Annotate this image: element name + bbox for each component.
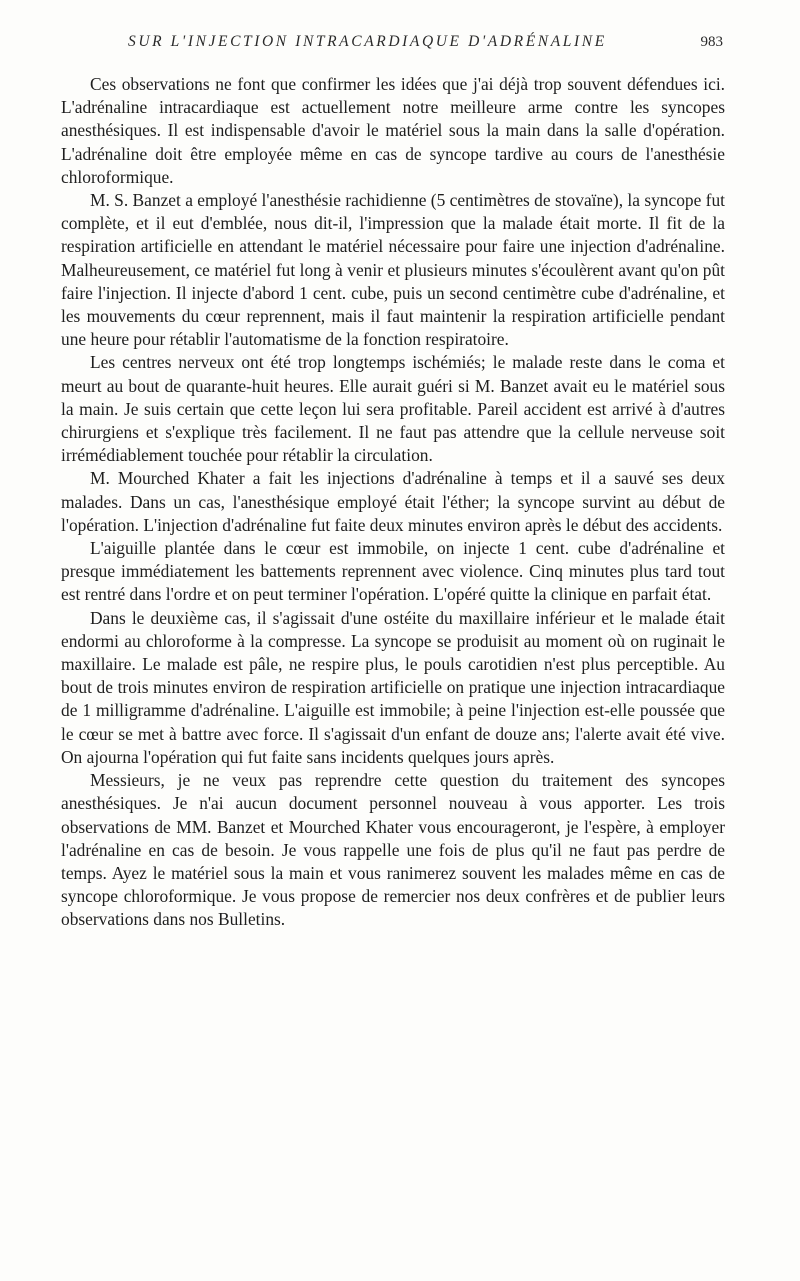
paragraph-6: Dans le deuxième cas, il s'agissait d'une ostéite du maxillaire inférieur et le malade était endormi au chloroforme à la compresse. La syncope se produisit au moment où on ruginait le maxillaire. Le malade est pâle, ne respire plus, le pouls carotidien n'est plus perceptible. Au bout de trois minutes environ de respiration artificielle on pratique une injection intracardiaque de 1 milligramme d'adrénaline. L'aiguille est immobile; à peine l'injection est-elle poussée que le cœur se met à battre avec force. Il s'agissait d'un enfant de douze ans; l'alerte avait été vive. On ajourna l'opération qui fut faite sans incidents quelques jours après. [61,607,725,767]
paragraph-7: Messieurs, je ne veux pas reprendre cette question du traitement des syncopes anesthésiques. Je n'ai aucun document personnel nouveau à vous apporter. Les trois observations de MM. Banzet et Mourched Khater vous encourageront, je l'espère, à employer l'adrénaline en cas de besoin. Je vous rappelle une fois de plus qu'il ne faut pas perdre de temps. Ayez le matériel sous la main et vous ranimerez souvent les malades même en cas de syncope chloroformique. Je vous propose de remercier nos deux confrères et de publier leurs observations dans nos Bulletins. [61,770,725,930]
paragraph-1: Ces observations ne font que confirmer les idées que j'ai déjà trop souvent défendues ici. L'adrénaline intracardiaque est actuellement notre meilleure arme contre les syncopes anesthésiques. Il est indispensable d'avoir le matériel sous la main dans la salle d'opération. L'adrénaline doit être employée même en cas de syncope tardive au cours de l'anesthésie chloroformique. [61,74,725,187]
page-number: 983 [700,34,723,50]
paragraph-2: M. S. Banzet a employé l'anesthésie rachidienne (5 centimètres de stovaïne), la syncope fut complète, et il eut d'emblée, nous dit-il, l'impression que la malade était morte. Il fit de la respiration artificielle en attendant le matériel nécessaire pour faire une injection d'adrénaline. Malheureusement, ce matériel fut long à venir et plusieurs minutes s'écoulèrent avant qu'on pût faire l'injection. Il injecte d'abord 1 cent. cube, puis un second centimètre cube d'adrénaline, et les mouvements du cœur reprennent, mais il faut maintenir la respiration artificielle pendant une heure pour rétablir l'automatisme de la fonction respiratoire. [61,190,725,350]
running-title: SUR L'INJECTION INTRACARDIAQUE D'ADRÉNALINE [128,33,607,50]
paragraph-4: M. Mourched Khater a fait les injections d'adrénaline à temps et il a sauvé ses deux malades. Dans un cas, l'anesthésique employé était l'éther; la syncope survint au début de l'opération. L'injection d'adrénaline fut faite deux minutes environ après le début des accidents. [61,468,725,535]
body-text [61,73,725,932]
running-header [128,33,723,59]
paragraph-5: L'aiguille plantée dans le cœur est immobile, on injecte 1 cent. cube d'adrénaline et presque immédiatement les battements reprennent avec violence. Cinq minutes plus tard tout est rentré dans l'ordre et on peut terminer l'opération. L'opéré quitte la clinique en parfait état. [61,538,725,605]
paragraph-3: Les centres nerveux ont été trop longtemps ischémiés; le malade reste dans le coma et meurt au bout de quarante-huit heures. Elle aurait guéri si M. Banzet avait eu le matériel sous la main. Je suis certain que cette leçon lui sera profitable. Pareil accident est arrivé à d'autres chirurgiens et s'explique très facilement. Il ne faut pas attendre que la cellule nerveuse soit irrémédiablement touchée pour rétablir la circulation. [61,352,725,466]
